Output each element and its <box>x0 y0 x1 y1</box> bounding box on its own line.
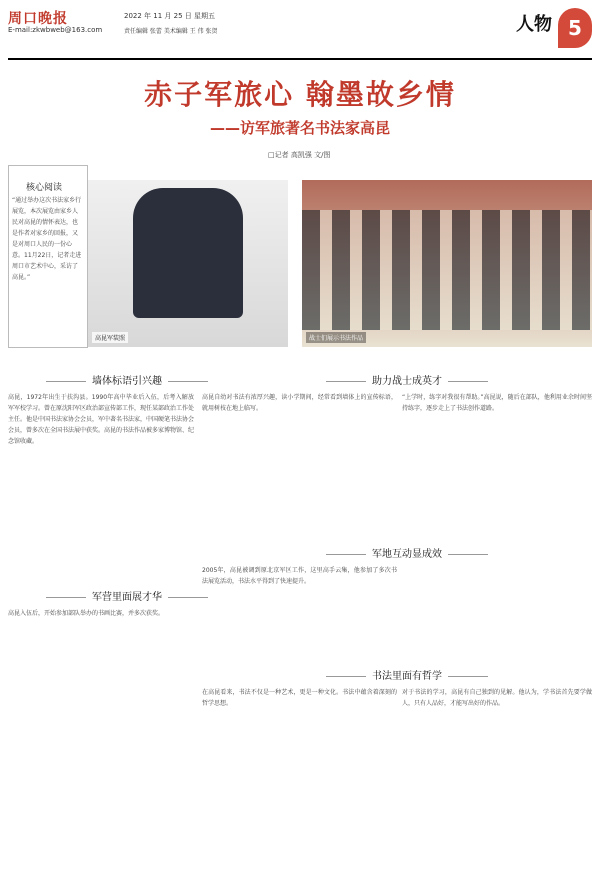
title-rule <box>326 554 366 555</box>
portrait-photo <box>88 180 288 347</box>
section-title-text: 墙体标语引兴趣 <box>92 376 162 387</box>
section-title-text: 军营里面展才华 <box>92 592 162 603</box>
section-title <box>320 372 494 387</box>
article-subheadline: ——访军旅著名书法家高昆 <box>210 119 391 137</box>
section-title-text: 军地互动显成效 <box>372 549 442 560</box>
column-text: 高昆入伍后，开始参加部队举办的书画比赛，并多次获奖。 <box>8 610 165 617</box>
article-headline: 赤子军旅心 翰墨故乡情 <box>144 78 456 111</box>
group-photo <box>302 180 592 347</box>
sidebar-text: “通过举办这次书法家乡行展览，本次展览由家乡人民对高昆的情怀表达，也是作者对家乡的回报，又是对周口人民的一份心意。11月22日，记者走进周口市艺术中心，采访了高昆。” <box>12 197 82 281</box>
article-byline: □记者 高凯强 文/图 <box>268 151 331 159</box>
section-title <box>40 588 214 603</box>
title-rule <box>448 554 488 555</box>
newspaper-brand: 周口晚报 <box>8 11 68 27</box>
title-rule <box>46 381 86 382</box>
header-rule <box>8 58 592 60</box>
column-text: 对于书法的学习，高昆有自己独到的见解。他认为，学书法首先要学做人，只有人品好，才能写出好的作品。 <box>402 689 592 707</box>
masthead <box>8 8 592 64</box>
soldiers-rows <box>302 210 592 330</box>
sidebar-title: 核心阅读 <box>26 183 63 193</box>
section-title <box>320 667 494 682</box>
title-rule <box>326 676 366 677</box>
title-rule <box>326 381 366 382</box>
contact-email: E-mail:zkwbweb@163.com <box>8 26 103 34</box>
column-text: 高昆，1972年出生于扶沟县。1990年高中毕业后入伍，后考入解放军军校学习。曾在原沈阳军区政治部宣传部工作，现任某部政治工作处主任。他是中国书法家协会会员，军中著名书法家，中国硬笔书法协会会员，曾多次在全国书法展中获奖。高昆的书法作品被多家博物馆、纪念馆收藏。 <box>8 394 194 445</box>
section-label: 人物 <box>516 14 552 35</box>
section-title-text: 书法里面有哲学 <box>372 671 442 682</box>
title-rule <box>448 381 488 382</box>
editors-line: 责任编辑 张蕾 美术编辑 王 伟 张贺 <box>124 28 218 35</box>
column-text: 在高昆看来，书法不仅是一种艺术，更是一种文化。书法中蕴含着深刻的哲学思想。 <box>202 689 397 707</box>
column-text: 高昆自幼对书法有浓厚兴趣，读小学期间，经常看到墙体上的宣传标语，就用树枝在地上临写。 <box>202 394 397 412</box>
section-title-text: 助力战士成英才 <box>372 376 442 387</box>
portrait-caption: 高昆军装照 <box>92 332 128 343</box>
column-text: “上学时，练字对我很有帮助。”高昆说，随后在部队，他利用业余时间坚持练字，逐步走上了书法创作道路。 <box>402 394 592 412</box>
section-title <box>40 372 214 387</box>
group-photo-caption: 战士们展示书法作品 <box>306 332 366 343</box>
column-text: 2005年，高昆被调到原北京军区工作，这里高手云集，他参加了多次书法展览活动，书法水平得到了快速提升。 <box>202 567 397 585</box>
issue-date: 2022 年 11 月 25 日 星期五 <box>124 12 215 20</box>
person-figure <box>133 188 243 318</box>
title-rule <box>448 676 488 677</box>
page-number: 5 <box>558 8 592 48</box>
section-title <box>320 545 494 560</box>
title-rule <box>46 597 86 598</box>
title-rule <box>168 381 208 382</box>
